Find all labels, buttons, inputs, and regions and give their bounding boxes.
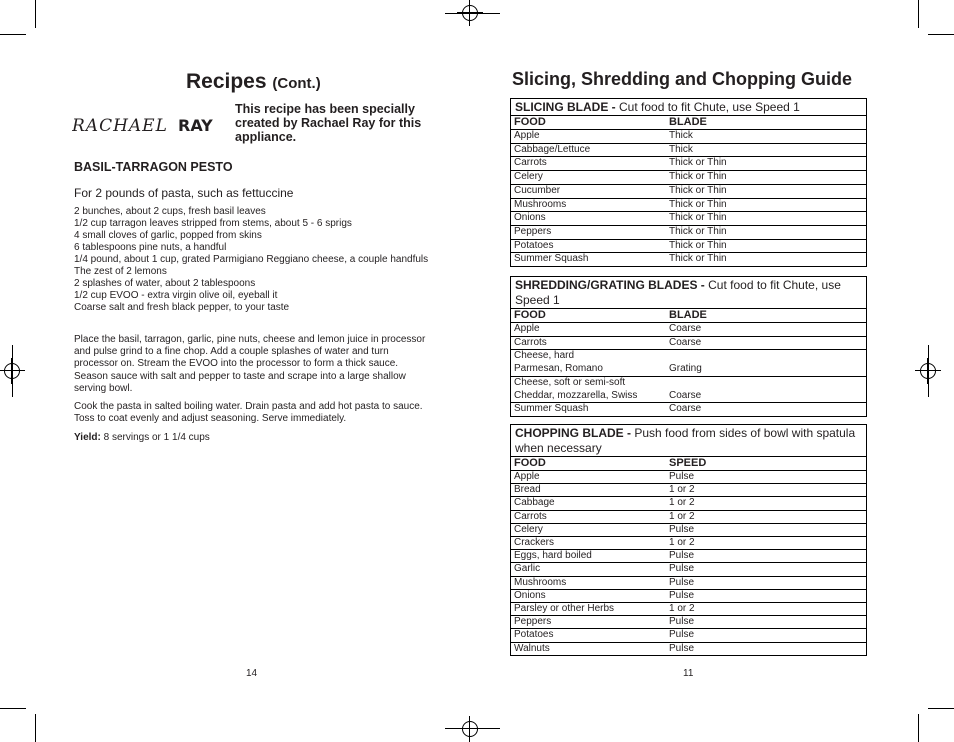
table-row	[511, 350, 866, 376]
food-cell: Potatoes	[514, 239, 554, 251]
food-line: Cheddar, mozzarella, Swiss	[514, 389, 638, 401]
blade-cell: Coarse	[669, 336, 702, 348]
table-row	[511, 171, 866, 185]
crop-mark	[0, 34, 26, 35]
food-cell: Walnuts	[514, 642, 550, 654]
serving-note: For 2 pounds of pasta, such as fettuccine	[74, 186, 294, 200]
food-cell: Mushrooms	[514, 576, 567, 588]
food-cell: Celery	[514, 523, 543, 535]
column-header-speed: SPEED	[669, 457, 707, 469]
table-row	[511, 524, 866, 537]
blade-cell: Coarse	[669, 389, 702, 401]
food-cell	[511, 350, 669, 375]
blade-cell: Grating	[669, 363, 702, 375]
instruction-step: Cook the pasta in salted boiling water. Drain pasta and add hot pasta to sauce. Toss to coat evenly and adjust seasoning. Serve immediately.	[74, 401, 423, 425]
food-cell: Parsley or other Herbs	[514, 603, 615, 615]
table-row	[511, 144, 866, 158]
food-cell: Crackers	[514, 537, 555, 549]
blade-cell: Thick or Thin	[669, 171, 727, 183]
ingredient-item: 2 bunches, about 2 cups, fresh basil leaves	[74, 206, 266, 217]
ingredient-item: 4 small cloves of garlic, popped from skins	[74, 230, 262, 241]
column-header-row	[511, 457, 866, 471]
food-cell: Cucumber	[514, 184, 561, 196]
page-number: 11	[683, 668, 694, 679]
blade-cell: Thick or Thin	[669, 212, 727, 224]
ingredient-item: 6 tablespoons pine nuts, a handful	[74, 242, 227, 253]
food-cell: Onions	[514, 212, 546, 224]
page-number: 14	[246, 668, 258, 679]
table-row	[511, 240, 866, 254]
table-label: SHREDDING/GRATING BLADES -	[515, 278, 705, 292]
speed-cell: Pulse	[669, 589, 695, 601]
food-cell: Carrots	[514, 336, 547, 348]
speed-cell: 1 or 2	[669, 497, 695, 509]
column-header-row	[511, 116, 866, 130]
table-header	[511, 425, 866, 457]
chopping-table	[510, 424, 867, 656]
blade-cell: Thick or Thin	[669, 184, 727, 196]
blade-cell: Thick or Thin	[669, 157, 727, 169]
table-row	[511, 130, 866, 144]
speed-cell: Pulse	[669, 616, 695, 628]
food-line: Cheese, hard	[514, 350, 575, 362]
table-row	[511, 377, 866, 403]
food-cell: Peppers	[514, 616, 552, 628]
table-row	[511, 563, 866, 576]
table-note: Cut food to fit Chute, use Speed 1	[515, 278, 841, 307]
table-row	[511, 403, 866, 416]
registration-mark	[457, 0, 483, 26]
ingredient-item: 2 splashes of water, about 2 tablespoons	[74, 278, 256, 289]
blade-cell: Thick	[669, 130, 693, 141]
table-row	[511, 212, 866, 226]
ingredient-item: Coarse salt and fresh black pepper, to your taste	[74, 302, 290, 313]
blade-cell: Thick or Thin	[669, 198, 727, 210]
food-cell: Mushrooms	[514, 198, 567, 210]
yield-value: 8 servings or 1 1/4 cups	[103, 432, 210, 443]
food-cell: Eggs, hard boiled	[514, 550, 592, 562]
column-header-row	[511, 309, 866, 323]
slicing-table	[510, 98, 867, 267]
table-row	[511, 590, 866, 603]
table-row	[511, 643, 866, 655]
ingredient-list	[74, 206, 434, 314]
crop-mark	[35, 714, 36, 742]
food-cell: Carrots	[514, 157, 547, 169]
speed-cell: 1 or 2	[669, 537, 695, 549]
table-label: CHOPPING BLADE -	[515, 426, 632, 440]
food-cell: Cabbage	[514, 497, 555, 509]
food-cell: Bread	[514, 484, 541, 496]
page-title	[186, 70, 321, 94]
logo-text-ray: RAY	[178, 116, 213, 135]
table-row	[511, 497, 866, 510]
food-cell: Peppers	[514, 225, 552, 237]
table-row	[511, 226, 866, 240]
column-header-food: FOOD	[514, 457, 546, 469]
speed-cell: Pulse	[669, 471, 695, 482]
table-row	[511, 550, 866, 563]
food-cell: Summer Squash	[514, 253, 589, 265]
table-row	[511, 157, 866, 171]
speed-cell: Pulse	[669, 550, 695, 562]
crop-mark	[918, 0, 919, 28]
food-cell: Celery	[514, 171, 543, 183]
table-row	[511, 185, 866, 199]
blade-cell: Thick or Thin	[669, 225, 727, 237]
crop-mark	[928, 34, 954, 35]
blade-cell: Thick or Thin	[669, 253, 727, 265]
yield-label: Yield:	[74, 432, 101, 443]
table-row	[511, 616, 866, 629]
ingredient-item: 1/2 cup EVOO - extra virgin olive oil, eyeball it	[74, 290, 278, 301]
recipe-yield	[74, 432, 210, 443]
table-row	[511, 537, 866, 550]
table-header	[511, 277, 866, 309]
speed-cell: 1 or 2	[669, 484, 695, 496]
speed-cell: Pulse	[669, 523, 695, 535]
speed-cell: Pulse	[669, 563, 695, 575]
column-header-food: FOOD	[514, 116, 546, 128]
blade-cell: Coarse	[669, 403, 702, 415]
registration-mark	[457, 716, 483, 742]
column-header-blade: BLADE	[669, 116, 707, 128]
shredding-table	[510, 276, 867, 417]
crop-mark	[0, 708, 26, 709]
ingredient-item: The zest of 2 lemons	[74, 266, 167, 277]
blade-cell: Thick	[669, 143, 693, 155]
food-cell: Apple	[514, 323, 540, 334]
logo-text-rachael: RACHAEL	[72, 116, 168, 136]
food-cell: Garlic	[514, 563, 541, 575]
crop-mark	[918, 714, 919, 742]
crop-mark	[12, 345, 13, 397]
crop-mark	[928, 708, 954, 709]
table-row	[511, 577, 866, 590]
column-header-blade: BLADE	[669, 309, 707, 321]
blade-cell: Thick or Thin	[669, 239, 727, 251]
table-row	[511, 323, 866, 337]
table-row	[511, 337, 866, 351]
food-cell: Onions	[514, 589, 546, 601]
speed-cell: 1 or 2	[669, 510, 695, 522]
rachael-ray-logo	[72, 112, 218, 138]
food-cell: Apple	[514, 130, 540, 141]
food-line: Cheese, soft or semi-soft	[514, 376, 626, 388]
table-row	[511, 199, 866, 213]
guide-title: Slicing, Shredding and Chopping Guide	[512, 69, 852, 89]
food-cell: Potatoes	[514, 629, 554, 641]
food-line: Parmesan, Romano	[514, 363, 603, 375]
title-suffix: (Cont.)	[272, 75, 321, 92]
food-cell: Cabbage/Lettuce	[514, 143, 591, 155]
table-row	[511, 484, 866, 497]
table-note: Cut food to fit Chute, use Speed 1	[619, 100, 800, 114]
blade-cell: Coarse	[669, 323, 702, 334]
food-cell	[511, 377, 669, 402]
speed-cell: 1 or 2	[669, 603, 695, 615]
speed-cell: Pulse	[669, 642, 695, 654]
recipe-name: BASIL-TARRAGON PESTO	[74, 160, 233, 174]
instruction-step: Place the basil, tarragon, garlic, pine nuts, cheese and lemon juice in processor and pulse grind to a fine chop. Add a couple splashes of water and turn processor on. Stream the EVOO into the processor to form a thick sauce. Season sauce with salt and pepper to taste and scrape into a large shallow serving bowl.	[74, 334, 426, 394]
title-text: Recipes	[186, 70, 267, 93]
table-row	[511, 629, 866, 642]
table-header	[511, 99, 866, 116]
food-cell: Apple	[514, 471, 540, 482]
table-row	[511, 511, 866, 524]
speed-cell: Pulse	[669, 629, 695, 641]
ingredient-item: 1/2 cup tarragon leaves stripped from stems, about 5 - 6 sprigs	[74, 218, 352, 229]
ingredient-item: 1/4 pound, about 1 cup, grated Parmigiano Reggiano cheese, a couple handfuls	[74, 254, 429, 265]
crop-mark	[35, 0, 36, 28]
table-row	[511, 603, 866, 616]
recipe-credit: This recipe has been specially created by Rachael Ray for this appliance.	[235, 102, 422, 144]
food-cell: Summer Squash	[514, 403, 589, 415]
table-row	[511, 253, 866, 266]
column-header-food: FOOD	[514, 309, 546, 321]
table-note: Push food from sides of bowl with spatula when necessary	[515, 426, 856, 455]
table-label: SLICING BLADE -	[515, 100, 616, 114]
food-cell: Carrots	[514, 510, 547, 522]
crop-mark	[928, 345, 929, 397]
speed-cell: Pulse	[669, 576, 695, 588]
table-row	[511, 471, 866, 484]
